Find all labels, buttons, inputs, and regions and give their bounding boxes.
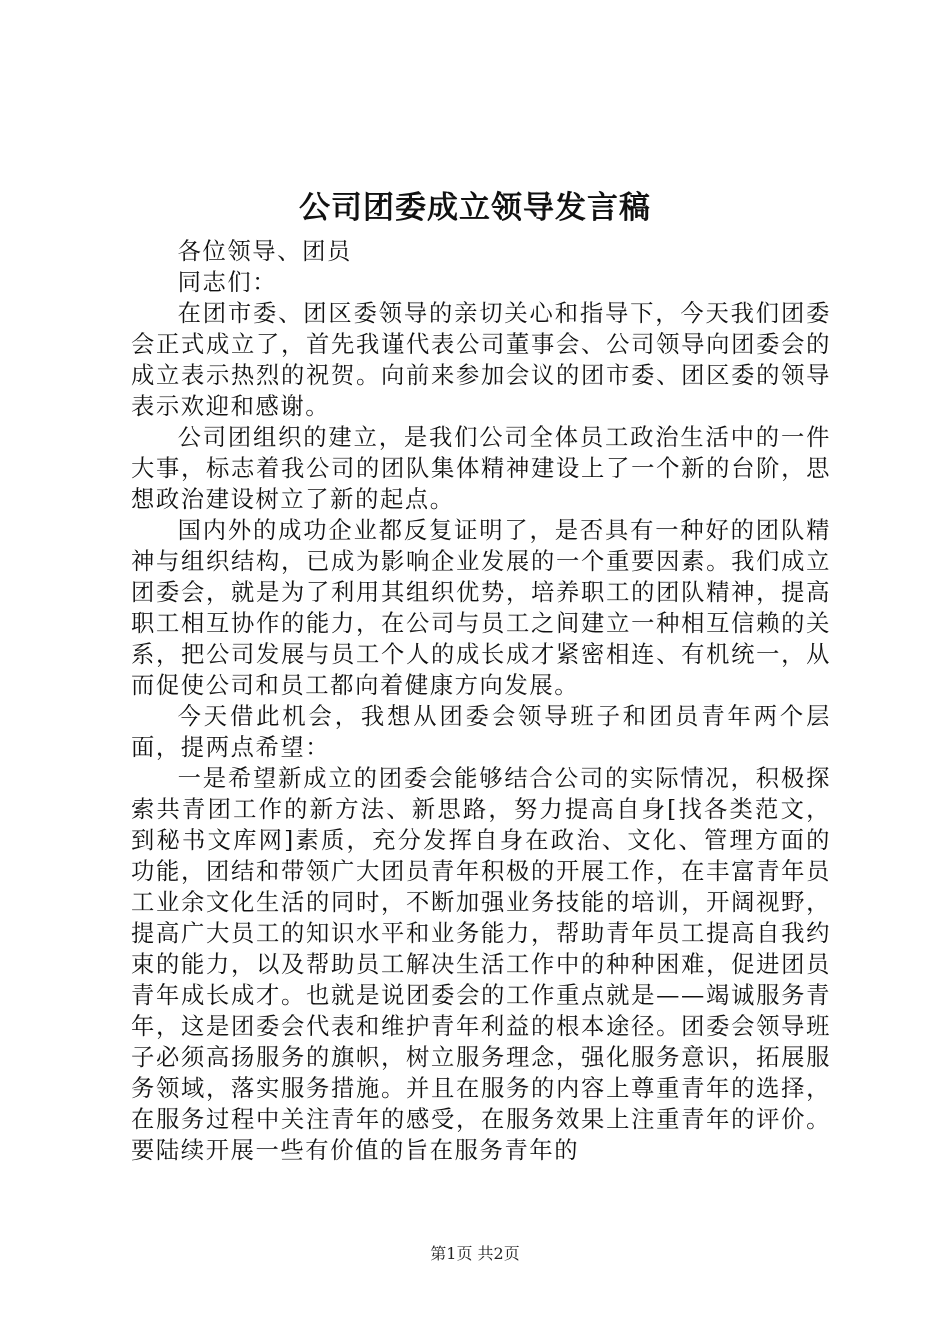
body-paragraph: 今天借此机会，我想从团委会领导班子和团员青年两个层面，提两点希望： [131,703,831,761]
salutation-line: 各位领导、团员 [177,238,352,265]
document-body [131,236,831,1166]
body-paragraph: 国内外的成功企业都反复证明了，是否具有一种好的团队精神与组织结构，已成为影响企业发展的一个重要因素。我们成立团委会，就是为了利用其组织优势，培养职工的团队精神，提高职工相互协作的能力，在公司与员工之间建立一种相互信赖的关系，把公司发展与员工个人的成长成才紧密相连、有机统一，从而促使公司和员工都向着健康方向发展。 [131,517,831,699]
document-title: 公司团委成立领导发言稿 [299,190,651,226]
body-paragraph: 公司团组织的建立，是我们公司全体员工政治生活中的一件大事，标志着我公司的团队集体精神建设上了一个新的台阶，思想政治建设树立了新的起点。 [131,424,831,513]
page-number-footer: 第1页 共2页 [430,1244,520,1263]
salutation-line: 同志们： [177,269,278,296]
body-paragraph: 一是希望新成立的团委会能够结合公司的实际情况，积极探索共青团工作的新方法、新思路，努力提高自身[找各类范文，到秘书文库网]素质，充分发挥自身在政治、文化、管理方面的功能，团结和带领广大团员青年积极的开展工作，在丰富青年员工业余文化生活的同时，不断加强业务技能的培训，开阔视野，提高广大员工的知识水平和业务能力，帮助青年员工提高自我约束的能力，以及帮助员工解决生活工作中的种种困难，促进团员青年成长成才。也就是说团委会的工作重点就是——竭诚服务青年，这是团委会代表和维护青年利益的根本途径。团委会领导班子必须高扬服务的旗帜，树立服务理念，强化服务意识，拓展服务领域，落实服务措施。并且在服务的内容上尊重青年的选择，在服务过程中关注青年的感受，在服务效果上注重青年的评价。要陆续开展一些有价值的旨在服务青年的 [131,765,831,1164]
body-paragraph: 在团市委、团区委领导的亲切关心和指导下，今天我们团委会正式成立了，首先我谨代表公司董事会、公司领导向团委会的成立表示热烈的祝贺。向前来参加会议的团市委、团区委的领导表示欢迎和感谢。 [131,300,831,420]
